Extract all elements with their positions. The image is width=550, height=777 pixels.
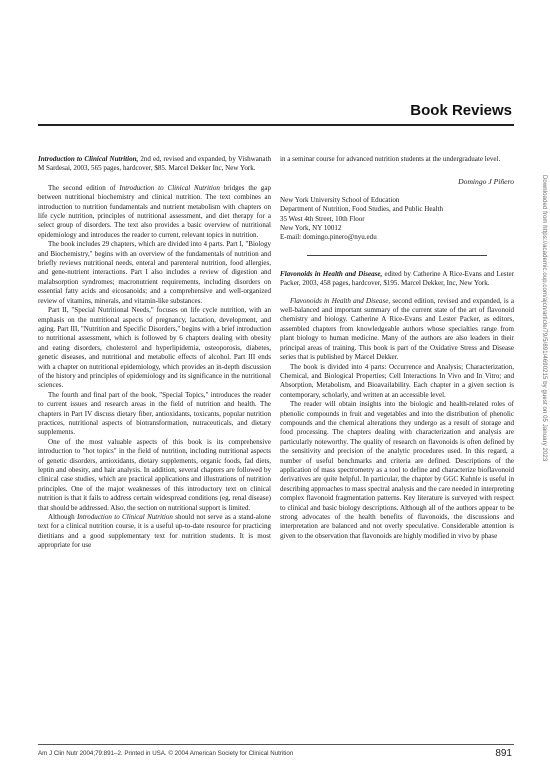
text-run: second edition, revised and expanded, is a well-balanced and important summary of the current state of the art of flavonoid chemistry and biology. Catherine A Rice-Evans and Lester Packer, as editors, assembled chapters from knowledgeable authors whose specialties range from plant biology to human medicine. Many of the authors are also leaders in their principal areas of training. This book is part of the Oxidative Stress and Disease series that is published by Marcel Dekker. bbox=[280, 296, 514, 362]
affiliation-line: 35 West 4th Street, 10th Floor bbox=[280, 214, 365, 223]
review2-book-title: Flavonoids in Health and Disease, bbox=[280, 269, 383, 278]
left-column bbox=[38, 155, 271, 551]
affiliation-line: Department of Nutrition, Food Studies, and Public Health bbox=[280, 205, 444, 214]
text-run: bridges the gap between nutritional biochemistry and clinical nutrition. The text combines an introduction to nutrition fundamentals and nutrient metabolism with chapters on life cycle nutrition, principles of nutritional assessment, and diet therapy for a select group of disorders. The text also provides a basic overview of nutritional epidemiology and introduces the reader to current, relevant topics in nutrition. bbox=[38, 183, 271, 239]
page-number: 891 bbox=[495, 748, 512, 759]
reviewer-affiliation bbox=[280, 196, 514, 243]
download-watermark: Downloaded from https://academic.oup.com/ajcn/article/79/5/891/4690215 by guest on 05 January 2023 bbox=[541, 175, 547, 462]
review2-citation-details: edited by Catherine A Rice-Evans and Lester Packer, 2003, 458 pages, hardcover, $195. Marcel Dekker, Inc, New York. bbox=[280, 269, 514, 288]
review1-paragraph-5: One of the most valuable aspects of this book is its comprehensive introduction to "hot topics" in the field of nutrition, including nutritional aspects of genetic disorders, antioxidants, dietary supplements, organic foods, fad diets, leptin and obesity, and hair analysis. In addition, several chapters are followed by clinical case studies, which are practical applications and illustrations of nutrition principles. One of the major weaknesses of this introductory text on clinical nutrition is that it fails to address certain widespread conditions (eg, renal disease) that should be addressed. Also, the section on nutritional support is limited. bbox=[38, 437, 271, 512]
review1-paragraph-6-continued: in a seminar course for advanced nutrition students at the undergraduate level. bbox=[280, 155, 501, 163]
text-run: The second edition of bbox=[48, 183, 120, 192]
right-column bbox=[280, 155, 514, 541]
review2-paragraph-2: The book is divided into 4 parts: Occurrence and Analysis; Characterization, Chemical, and Biological Properties; Cell Interactions In Vivo and In Vitro; and Absorption, Metabolism, and Bioavailability. Each chapter in a given section is contemporary, scholarly, and written at an accessible level. bbox=[280, 362, 514, 399]
book-title-inline: Flavonoids in Health and Disease, bbox=[290, 296, 391, 305]
review1-paragraph-3: Part II, "Special Nutritional Needs," focuses on life cycle nutrition, with an emphasis on the nutritional aspects of pregnancy, lactation, development, and aging. Part III, "Nutrition and Specific Disorders," begins with a brief introduction to nutritional assessment, which is followed by 6 chapters dealing with obesity and eating disorders, cholesterol and hyperlipidemia, osteoporosis, diabetes, genetic diseases, and nutritional and metabolic effects of alcohol. Part III ends with a chapter on nutritional epidemiology, which provides an in-depth discussion of the history and principles of epidemiology and its significance in the nutritional sciences. bbox=[38, 306, 271, 390]
footer-rule bbox=[38, 744, 514, 745]
affiliation-line: New York, NY 10012 bbox=[280, 224, 342, 233]
book-title-inline: Introduction to Clinical Nutrition bbox=[119, 183, 220, 192]
header-rule bbox=[38, 124, 514, 126]
affiliation-line: New York University School of Education bbox=[280, 195, 400, 204]
review2-paragraph-1 bbox=[280, 297, 514, 363]
review2-citation bbox=[280, 270, 514, 289]
review1-paragraph-2: The book includes 29 chapters, which are divided into 4 parts. Part I, "Biology and Biochemistry," begins with an overview of the fundamentals of nutrition and briefly reviews nutritional needs, enteral and parenteral nutrition, food allergies, and gene-nutrient interactions. Part I also includes a review of digestion and malabsorption syndromes; macronutrient requirements, including disorders on essential fatty acids and eicosanoids; and a comprehensive and well-organized review of vitamins, minerals, and vitamin-like substances. bbox=[38, 240, 271, 305]
review1-paragraph-4: The fourth and final part of the book, "Special Topics," introduces the reader to current issues and research areas in the field of nutrition and health. The chapters in Part IV discuss dietary fiber, antioxidants, toxicants, popular nutrition practices, nutritional aspects of biotransformation, nutraceuticals, and dietary supplements. bbox=[38, 390, 271, 437]
review2-paragraph-3: The reader will obtain insights into the biologic and health-related roles of phenolic compounds in fruit and vegetables and into the distribution of phenolic compounds and the chemical alterations they undergo as a result of storage and food processing. The chapters dealing with characterization and analysis are particularly noteworthy. The quality of research on flavonoids is often defined by the sensitivity and precision of the analytic procedures used. In this regard, a number of useful benchmarks and criteria are defined. Descriptions of the application of mass spectrometry as a tool to define and characterize bioflavonoid derivatives are quite helpful. In particular, the chapter by GGC Kuhnle is useful in describing approaches to mass spectral analysis and the care needed in interpreting complex flavonoid fragmentation patterns. Key literature is surveyed with respect to clinical and basic biology descriptions. Although all of the authors appear to be strong advocates of the health benefits of flavonoids, the discussions and interpretation are balanced and not overly speculative. Considerable attention is given to the observation that flavonoids are highly modified in vivo by phase bbox=[280, 400, 514, 540]
review1-paragraph-1 bbox=[38, 184, 271, 240]
review1-book-title: Introduction to Clinical Nutrition, bbox=[38, 155, 139, 163]
book-title-inline: Introduction to Clinical Nutrition bbox=[76, 513, 173, 522]
reviewer-name: Domingo J Piñero bbox=[458, 177, 514, 187]
section-title: Book Reviews bbox=[410, 102, 512, 119]
review1-citation-details: 2nd ed, revised and expanded, by Vishwanath M Sardesai, 2003, 565 pages, hardcover, $85. Marcel Dekker Inc, New York. bbox=[38, 155, 272, 173]
review1-citation bbox=[38, 155, 271, 174]
affiliation-email: E-mail: domingo.pinero@nyu.edu bbox=[280, 233, 377, 242]
review1-paragraph-6 bbox=[38, 513, 271, 551]
text-run: Although bbox=[48, 513, 77, 522]
text-run: should not serve as a stand-alone text for a clinical nutrition course, it is a useful up-to-date resource for practicing dietitians and a good supplementary text for nutrition students. It is most appropriate for use bbox=[38, 513, 271, 550]
journal-citation-footer: Am J Clin Nutr 2004;79:891–2. Printed in USA. © 2004 American Society for Clinical Nutrition bbox=[38, 750, 294, 757]
review-divider bbox=[307, 255, 487, 256]
